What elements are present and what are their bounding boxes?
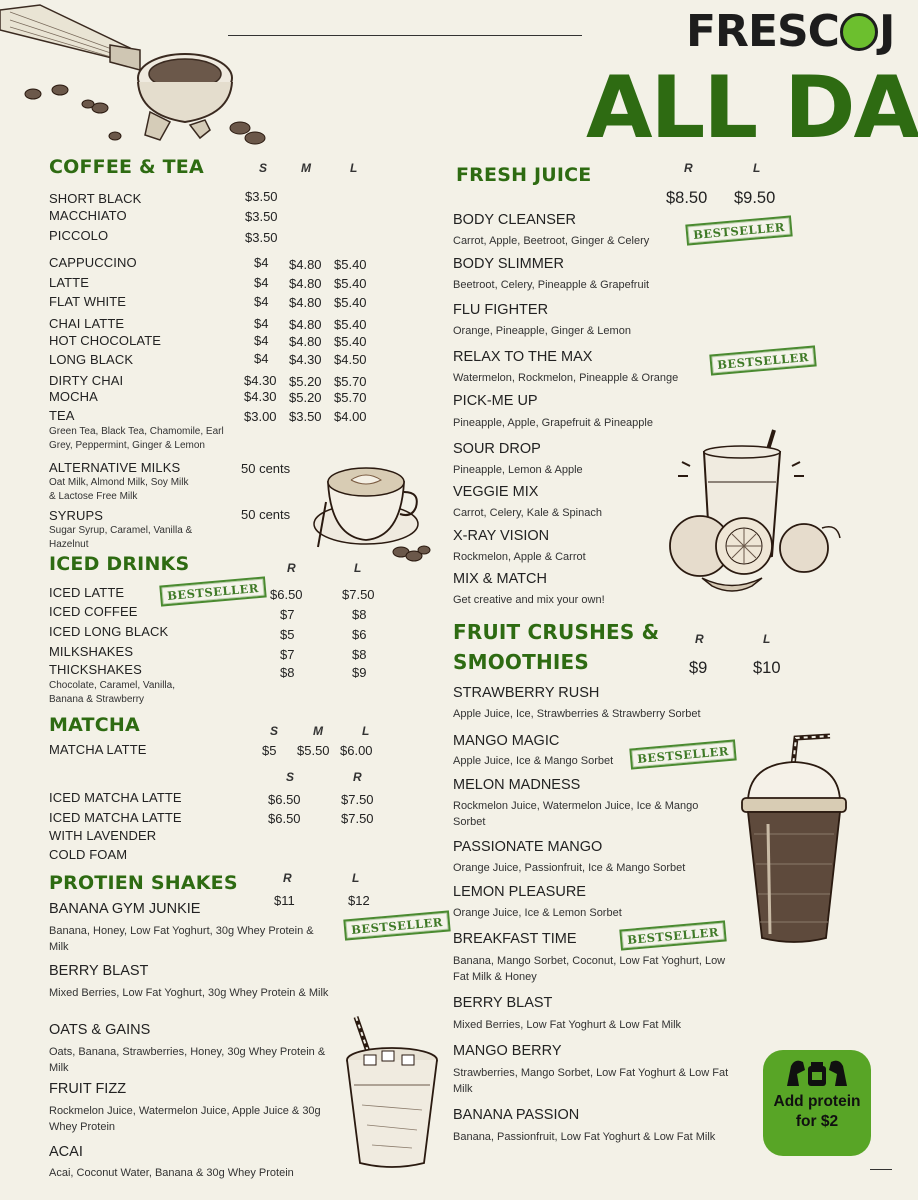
price: $4 (254, 275, 269, 290)
menu-item: PASSIONATE MANGO (453, 839, 603, 855)
price: $7.50 (342, 587, 375, 602)
menu-item: ICED COFFEE (49, 604, 138, 619)
menu-item: BREAKFAST TIME (453, 931, 577, 947)
col-header-l: L (354, 561, 362, 575)
menu-item: RELAX TO THE MAX (453, 349, 593, 365)
menu-item: BANANA PASSION (453, 1107, 580, 1123)
price: $4.80 (289, 276, 322, 291)
price: $3.50 (245, 209, 278, 224)
price: $6.50 (268, 811, 301, 826)
price: $8 (352, 647, 367, 662)
price: $4 (254, 255, 269, 270)
price: $8 (280, 665, 295, 680)
price: $4.30 (289, 352, 322, 367)
item-description: Carrot, Celery, Kale & Spinach (453, 507, 602, 519)
price: $3.00 (244, 409, 277, 424)
item-description: Carrot, Apple, Beetroot, Ginger & Celery (453, 235, 650, 247)
col-header-s: S (270, 724, 279, 738)
menu-item: TEA (49, 408, 75, 423)
menu-item: X-RAY VISION (453, 528, 550, 544)
section-title-smoothies: SMOOTHIES (453, 650, 589, 674)
price: $8 (352, 607, 367, 622)
price: $9.50 (734, 189, 776, 207)
price: $5.40 (334, 276, 367, 291)
item-description: Chocolate, Caramel, Vanilla, Banana & Strawberry (49, 680, 175, 705)
price: $11 (274, 893, 295, 908)
price: $7 (280, 647, 295, 662)
iced-drink-illustration (342, 1015, 442, 1173)
price: $4 (254, 333, 269, 348)
price: $4 (254, 316, 269, 331)
price: $5.70 (334, 390, 367, 405)
price: $4.80 (289, 317, 322, 332)
price: $4.00 (334, 409, 367, 424)
price: $3.50 (245, 189, 278, 204)
menu-item: HOT CHOCOLATE (49, 333, 162, 348)
menu-item: FLU FIGHTER (453, 302, 549, 318)
item-description: Rockmelon, Apple & Carrot (453, 551, 586, 563)
bestseller-badge: BESTSELLER (619, 920, 726, 950)
price: 50 cents (241, 507, 291, 522)
price: $10 (753, 659, 781, 677)
price: $9 (689, 659, 708, 677)
smoothie-cup-illustration (738, 734, 850, 946)
juice-glass-illustration (662, 428, 844, 598)
section-title-protein-shakes: PROTIEN SHAKES (49, 872, 238, 894)
menu-item-line2: WITH LAVENDER (49, 828, 157, 843)
price: $5.20 (289, 374, 322, 389)
col-header-l: L (362, 724, 370, 738)
menu-item: MATCHA LATTE (49, 742, 147, 757)
price: $5.40 (334, 317, 367, 332)
brand-logo-tail: J (878, 6, 895, 57)
price: 50 cents (241, 461, 291, 476)
col-header-r: R (684, 161, 693, 175)
price: $5.20 (289, 390, 322, 405)
bestseller-badge: BESTSELLER (343, 910, 450, 940)
menu-item: BERRY BLAST (453, 995, 553, 1011)
item-description: Orange, Pineapple, Ginger & Lemon (453, 325, 631, 337)
section-title-iced-drinks: ICED DRINKS (49, 553, 190, 575)
bestseller-badge: BESTSELLER (709, 345, 816, 375)
col-header-l: L (763, 632, 771, 646)
add-protein-line2: for $2 (795, 1113, 839, 1130)
brand-logo-text: FRESC (686, 6, 839, 57)
menu-item: BODY CLEANSER (453, 212, 577, 228)
menu-item: LEMON PLEASURE (453, 884, 586, 900)
bestseller-badge: BESTSELLER (159, 576, 266, 606)
price: $4.50 (334, 352, 367, 367)
item-description: Banana, Honey, Low Fat Yoghurt, 30g Whey Protein & Milk (49, 925, 314, 953)
item-description: Strawberries, Mango Sorbet, Low Fat Yoghurt & Low Fat Milk (453, 1067, 729, 1095)
price: $3.50 (245, 230, 278, 245)
price: $5 (262, 743, 277, 758)
brand-logo (686, 6, 894, 57)
menu-item: ICED MATCHA LATTE (49, 790, 182, 805)
item-description: Pineapple, Apple, Grapefruit & Pineapple (453, 417, 653, 429)
menu-item-line3: COLD FOAM (49, 847, 128, 862)
menu-item: MOCHA (49, 389, 98, 404)
item-description: Oats, Banana, Strawberries, Honey, 30g Whey Protein & Milk (49, 1046, 326, 1074)
add-protein-line1: Add protein (773, 1093, 861, 1110)
price: $4.80 (289, 295, 322, 310)
item-description: Watermelon, Rockmelon, Pineapple & Orange (453, 372, 679, 384)
item-description: Acai, Coconut Water, Banana & 30g Whey Protein (49, 1167, 294, 1179)
bestseller-badge: BESTSELLER (629, 739, 736, 769)
portafilter-illustration (0, 0, 270, 150)
add-protein-callout (763, 1050, 871, 1156)
price: $4.30 (244, 373, 277, 388)
menu-item: ACAI (49, 1144, 83, 1160)
menu-item: THICKSHAKES (49, 662, 142, 677)
header-rule (228, 35, 582, 36)
price: $6 (352, 627, 367, 642)
menu-item: BODY SLIMMER (453, 256, 564, 272)
menu-item: ICED LATTE (49, 585, 125, 600)
menu-item: ICED MATCHA LATTE (49, 810, 182, 825)
menu-item: PICK-ME UP (453, 393, 538, 409)
price: $5.40 (334, 334, 367, 349)
coffee-cup-illustration (306, 452, 436, 572)
price: $8.50 (666, 189, 708, 207)
item-description: Beetroot, Celery, Pineapple & Grapefruit (453, 279, 650, 291)
col-header-l: L (352, 871, 360, 885)
price: $3.50 (289, 409, 322, 424)
item-description: Orange Juice, Passionfruit, Ice & Mango Sorbet (453, 862, 686, 874)
price: $12 (348, 893, 370, 908)
menu-item: MANGO BERRY (453, 1043, 562, 1059)
menu-item: MIX & MATCH (453, 571, 547, 587)
menu-item: MILKSHAKES (49, 644, 134, 659)
price: $5.70 (334, 374, 367, 389)
menu-item: MELON MADNESS (453, 777, 581, 793)
menu-item: MANGO MAGIC (453, 733, 560, 749)
menu-item: STRAWBERRY RUSH (453, 685, 600, 701)
col-header-l: L (753, 161, 761, 175)
item-description: Pineapple, Lemon & Apple (453, 464, 583, 476)
price: $4 (254, 294, 269, 309)
menu-item: SHORT BLACK (49, 191, 142, 206)
price: $4.80 (289, 334, 322, 349)
price: $4.80 (289, 257, 322, 272)
item-description: Apple Juice, Ice, Strawberries & Strawberry Sorbet (453, 708, 701, 720)
item-description: Get creative and mix your own! (453, 594, 605, 606)
col-header-s: S (286, 770, 295, 784)
price: $6.50 (270, 587, 303, 602)
item-description: Orange Juice, Ice & Lemon Sorbet (453, 907, 622, 919)
lime-icon (840, 13, 878, 51)
col-header-r: R (695, 632, 704, 646)
page-headline: ALL DA (586, 58, 918, 158)
col-header-m: M (313, 724, 323, 738)
menu-item: ICED LONG BLACK (49, 624, 169, 639)
item-description: Sugar Syrup, Caramel, Vanilla & Hazelnut (49, 525, 193, 550)
menu-item: LATTE (49, 275, 89, 290)
col-header-r: R (287, 561, 296, 575)
item-description: Mixed Berries, Low Fat Yoghurt, 30g Whey Protein & Milk (49, 987, 329, 999)
price: $7.50 (341, 792, 374, 807)
menu-item: DIRTY CHAI (49, 373, 124, 388)
menu-item: PICCOLO (49, 228, 109, 243)
price: $7.50 (341, 811, 374, 826)
col-header-m: M (301, 161, 311, 175)
item-description: Apple Juice, Ice & Mango Sorbet (453, 755, 614, 767)
price: $7 (280, 607, 295, 622)
menu-item: LONG BLACK (49, 352, 134, 367)
item-description: Rockmelon Juice, Watermelon Juice, Apple Juice & 30g Whey Protein (49, 1105, 321, 1133)
footer-rule (870, 1169, 892, 1170)
menu-item: OATS & GAINS (49, 1022, 151, 1038)
item-description: Banana, Mango Sorbet, Coconut, Low Fat Yoghurt, Low Fat Milk & Honey (453, 955, 726, 983)
price: $5.40 (334, 257, 367, 272)
price: $5 (280, 627, 295, 642)
item-description: Mixed Berries, Low Fat Yoghurt & Low Fat Milk (453, 1019, 682, 1031)
section-title-matcha: MATCHA (49, 714, 140, 736)
menu-item: FLAT WHITE (49, 294, 127, 309)
section-title-coffee-tea: COFFEE & TEA (49, 156, 204, 178)
menu-item: SYRUPS (49, 508, 104, 523)
item-description: Banana, Passionfruit, Low Fat Yoghurt & Low Fat Milk (453, 1131, 716, 1143)
price: $6.50 (268, 792, 301, 807)
menu-item: SOUR DROP (453, 441, 541, 457)
flexed-arms-icon (785, 1056, 849, 1090)
price: $9 (352, 665, 367, 680)
price: $5.40 (334, 295, 367, 310)
section-title-fruit-crushes: FRUIT CRUSHES & (453, 620, 660, 644)
menu-item: BERRY BLAST (49, 963, 149, 979)
menu-item: ALTERNATIVE MILKS (49, 460, 181, 475)
menu-item: CAPPUCCINO (49, 255, 137, 270)
section-title-fresh-juice: FRESH JUICE (456, 164, 592, 186)
col-header-r: R (283, 871, 292, 885)
col-header-s: S (259, 161, 268, 175)
menu-item: FRUIT FIZZ (49, 1081, 127, 1097)
menu-item: MACCHIATO (49, 208, 127, 223)
price: $5.50 (297, 743, 330, 758)
bestseller-badge: BESTSELLER (685, 215, 792, 245)
price: $4 (254, 351, 269, 366)
menu-item: CHAI LATTE (49, 316, 125, 331)
item-description: Rockmelon Juice, Watermelon Juice, Ice & Mango Sorbet (453, 800, 699, 828)
price: $4.30 (244, 389, 277, 404)
menu-item: BANANA GYM JUNKIE (49, 901, 201, 917)
item-description: Green Tea, Black Tea, Chamomile, Earl Grey, Peppermint, Ginger & Lemon (49, 426, 224, 451)
menu-item: VEGGIE MIX (453, 484, 539, 500)
col-header-r: R (353, 770, 362, 784)
col-header-l: L (350, 161, 358, 175)
price: $6.00 (340, 743, 373, 758)
item-description: Oat Milk, Almond Milk, Soy Milk & Lactose Free Milk (49, 477, 189, 502)
